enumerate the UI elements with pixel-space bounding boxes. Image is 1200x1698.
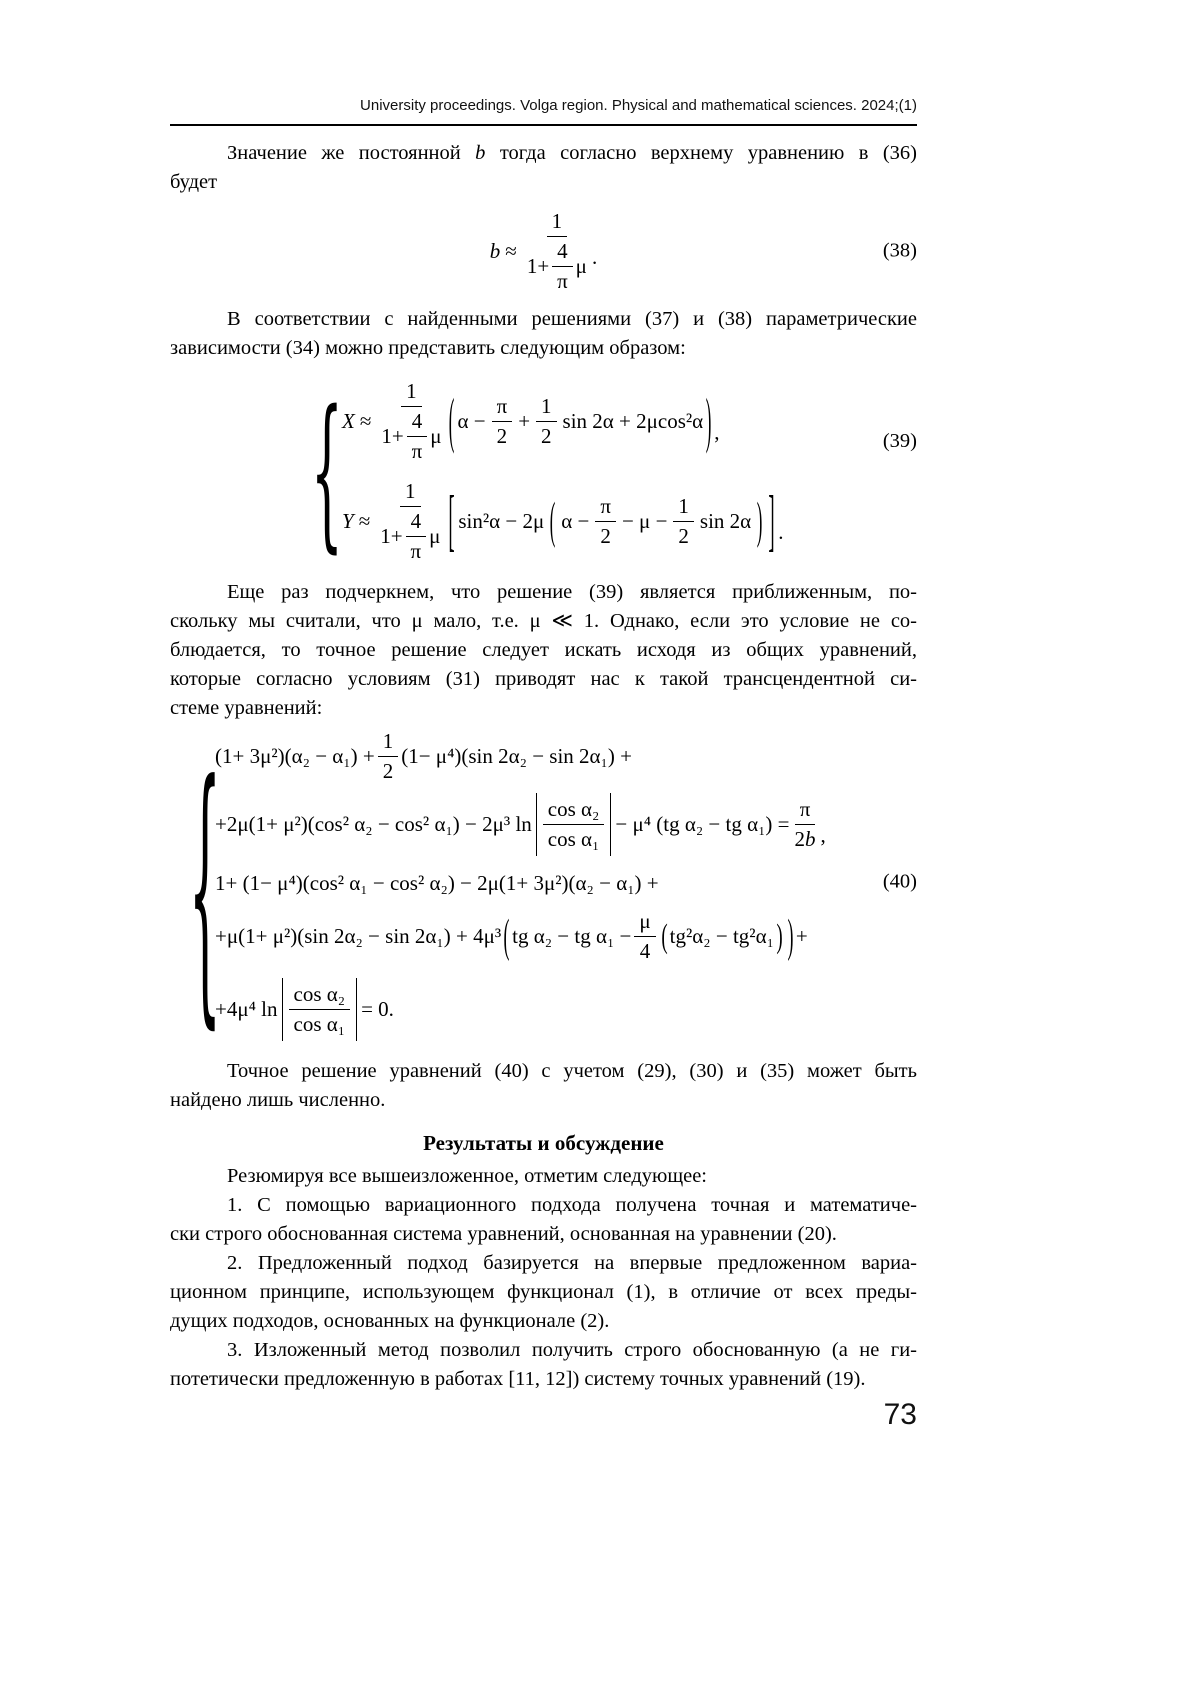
approx-sign: ≈ <box>358 508 371 533</box>
equation-40-line-4 <box>170 903 917 969</box>
text-run: 1+ <box>381 423 404 448</box>
text-run: α − <box>457 408 486 433</box>
fraction <box>525 208 589 295</box>
fraction-numerator: π <box>595 493 616 522</box>
paragraph-line: стеме уравнений: <box>170 697 323 719</box>
plus-sign: + <box>795 923 808 948</box>
math-var-b: b <box>475 142 486 164</box>
fraction <box>634 908 655 965</box>
fraction <box>595 493 616 550</box>
nested-fraction <box>407 408 428 465</box>
text-run: 1+ (1− μ⁴)(cos² α₁ − cos² α₂) − 2μ(1+ 3μ²)(α₂ − α₁) + <box>215 870 659 895</box>
text-run: (1− μ⁴)(sin 2α₂ − sin 2α₁) + <box>401 743 632 768</box>
math-var-b: b <box>805 826 816 851</box>
absolute-value <box>536 793 612 856</box>
fraction <box>793 796 818 853</box>
header-rule <box>170 124 917 126</box>
absolute-value <box>282 978 358 1041</box>
paragraph-line: ционном принципе, использующем функционал (1), в отличие от всех преды- <box>170 1281 917 1303</box>
equation-number-39: (39) <box>882 430 917 452</box>
text-run: Значение же постоянной <box>227 142 476 164</box>
fraction <box>673 493 694 550</box>
fraction-numerator: π <box>492 393 513 422</box>
text-run: +2μ(1+ μ²)(cos² α₂ − cos² α₁) − 2μ³ ln <box>215 811 532 836</box>
paragraph-constant-b <box>170 139 917 197</box>
paragraph-line: потетически предложенную в работах [11, 12]) систему точных уравнений (19). <box>170 1368 866 1390</box>
fraction-numerator: 1 <box>378 728 399 757</box>
paragraph-solutions <box>170 305 917 363</box>
fraction-numerator: μ <box>634 908 655 937</box>
comma: , <box>714 419 720 444</box>
open-paren: ( <box>549 491 556 549</box>
fraction <box>536 393 557 450</box>
fraction-denominator <box>378 507 442 565</box>
summary-item-3 <box>170 1336 917 1394</box>
system-brace <box>310 371 344 571</box>
nested-fraction <box>406 508 427 565</box>
end-dot: . <box>591 244 598 269</box>
text-run: sin²α − 2μ <box>458 508 545 533</box>
text-run: +4μ⁴ ln <box>215 996 278 1021</box>
paragraph-line: блюдается, то точное решение следует искать исходя из общих уравнений, <box>170 639 917 661</box>
close-paren: ) <box>787 908 794 962</box>
paragraph-line: Резюмируя все вышеизложенное, отметим следующее: <box>227 1165 707 1187</box>
text-run: 2 <box>794 826 806 851</box>
paragraph-line: Точное решение уравнений (40) с учетом (29), (30) и (35) может быть <box>227 1060 917 1082</box>
fraction-denominator: 2 <box>496 423 508 448</box>
text-run: tg α₂ − tg α₁ − <box>512 923 632 948</box>
paragraph-line: зависимости (34) можно представить следующим образом: <box>170 337 686 359</box>
text-run: − μ⁴ (tg α₂ − tg α₁) = <box>615 811 790 836</box>
equation-40 <box>170 724 917 1052</box>
fraction-numerator: 4 <box>407 408 428 437</box>
summary-item-2 <box>170 1249 917 1336</box>
fraction-denominator: π <box>410 538 422 563</box>
nested-fraction <box>552 238 573 295</box>
text-run: μ <box>429 523 441 548</box>
equation-40-line-3 <box>170 863 917 903</box>
fraction-denominator <box>793 825 818 853</box>
equation-39-x <box>170 371 917 471</box>
equation-38 <box>170 202 917 300</box>
fraction-numerator: 1 <box>400 478 421 507</box>
fraction-denominator: 4 <box>639 938 651 963</box>
text-run: α − <box>561 508 590 533</box>
system-brace <box>188 724 222 1052</box>
comma: , <box>820 822 826 847</box>
close-paren: ) <box>756 491 763 549</box>
text-run: μ <box>430 423 442 448</box>
fraction-denominator: 2 <box>600 523 611 548</box>
text-run: 1+ <box>380 523 403 548</box>
expression-group <box>457 393 703 450</box>
text-run: тогда согласно верхнему уравнению в (36) <box>485 142 917 164</box>
math-var-X: X <box>342 408 355 433</box>
text-run: = 0. <box>361 996 394 1021</box>
page-number: 73 <box>883 1398 917 1431</box>
paragraph-line: скольку мы считали, что μ мало, т.е. μ ≪ 1. Однако, если это условие не со- <box>170 610 917 632</box>
fraction-numerator: π <box>795 796 816 825</box>
text-run: tg²α₂ − tg²α₁ <box>669 923 774 948</box>
text-run: sin 2α <box>699 508 752 533</box>
fraction-numerator: 1 <box>547 208 568 237</box>
fraction-denominator: cos α₁ <box>293 1011 346 1036</box>
fraction-denominator: 2 <box>678 523 689 548</box>
equation-number-38: (38) <box>882 239 917 262</box>
fraction <box>492 393 513 450</box>
text-run: 1+ <box>526 253 550 278</box>
text-run: sin 2α + 2μcos²α <box>562 408 704 433</box>
math-var-b: b <box>489 238 501 263</box>
equation-number-40: (40) <box>882 870 917 893</box>
equation-39-y <box>170 471 917 571</box>
close-paren: ) <box>776 916 783 955</box>
fraction-denominator: 2 <box>382 758 394 783</box>
curly-brace: { <box>188 724 222 1052</box>
paragraph-line: найдено лишь численно. <box>170 1089 386 1111</box>
fraction-numerator: cos α₂ <box>543 796 605 825</box>
paragraph-exact-solution <box>170 578 917 723</box>
equation-40-line-1 <box>170 727 917 785</box>
paragraph-line: которые согласно условиям (31) приводят нас к такой трансцендентной си- <box>170 668 917 690</box>
paragraph-line: 2. Предложенный подход базируется на впервые предложенном вариа- <box>227 1252 917 1274</box>
fraction-denominator <box>525 237 589 295</box>
fraction-denominator: π <box>557 268 568 293</box>
close-bracket: ] <box>768 479 775 559</box>
close-paren: ) <box>705 384 712 455</box>
paragraph-line: 3. Изложенный метод позволил получить строго обоснованную (а не ги- <box>227 1339 917 1361</box>
fraction-numerator: 1 <box>536 393 557 422</box>
text-run: − μ − <box>621 508 668 533</box>
equation-39 <box>170 371 917 571</box>
paragraph-line: В соответствии с найденными решениями (37) и (38) параметрические <box>227 308 917 330</box>
fraction-denominator: π <box>411 438 423 463</box>
fraction-numerator: cos α₂ <box>289 981 351 1010</box>
text-run: (1+ 3μ²)(α₂ − α₁) + <box>215 743 375 768</box>
fraction-numerator: 1 <box>401 378 422 407</box>
expression-group <box>458 493 765 550</box>
fraction-numerator: 4 <box>552 238 573 267</box>
text-run: μ <box>575 253 587 278</box>
open-bracket: [ <box>448 479 455 559</box>
section-heading-results: Результаты и обсуждение <box>423 1131 664 1155</box>
fraction-numerator: 4 <box>406 508 427 537</box>
paragraph-numeric <box>170 1057 917 1115</box>
text-run: +μ(1+ μ²)(sin 2α₂ − sin 2α₁) + 4μ³ <box>215 923 502 948</box>
paragraph-line: 1. С помощью вариационного подхода получена точная и математиче- <box>227 1194 917 1216</box>
summary-item-1 <box>170 1191 917 1249</box>
fraction <box>379 378 443 465</box>
open-paren: ( <box>661 916 668 955</box>
approx-sign: ≈ <box>359 408 372 433</box>
fraction <box>378 478 442 565</box>
text-run: + <box>518 408 531 433</box>
fraction <box>378 728 399 785</box>
paragraph-line <box>170 139 917 168</box>
equation-40-line-2 <box>170 785 917 863</box>
paragraph-line: будет <box>170 171 218 193</box>
paragraph-line: дущих подходов, основанных на функционале (2). <box>170 1310 610 1332</box>
fraction-denominator <box>379 407 443 465</box>
approx-sign: ≈ <box>505 238 517 263</box>
equation-40-line-5 <box>170 969 917 1049</box>
paragraph-summary <box>170 1162 917 1191</box>
paragraph-line: Еще раз подчеркнем, что решение (39) является приближенным, по- <box>227 581 917 603</box>
open-paren: ( <box>503 908 510 962</box>
fraction <box>289 981 351 1038</box>
fraction <box>543 796 605 853</box>
end-dot: . <box>778 519 784 544</box>
paragraph-line: ски строго обоснованная система уравнений, основанная на уравнении (20). <box>170 1223 837 1245</box>
running-header: University proceedings. Volga region. Physical and mathematical sciences. 2024;(1) <box>360 97 917 114</box>
math-var-Y: Y <box>342 508 354 533</box>
fraction-denominator: cos α₁ <box>547 826 600 851</box>
curly-brace: { <box>310 374 344 568</box>
open-paren: ( <box>449 384 455 455</box>
fraction-denominator: 2 <box>541 423 552 448</box>
fraction-numerator: 1 <box>673 493 694 522</box>
